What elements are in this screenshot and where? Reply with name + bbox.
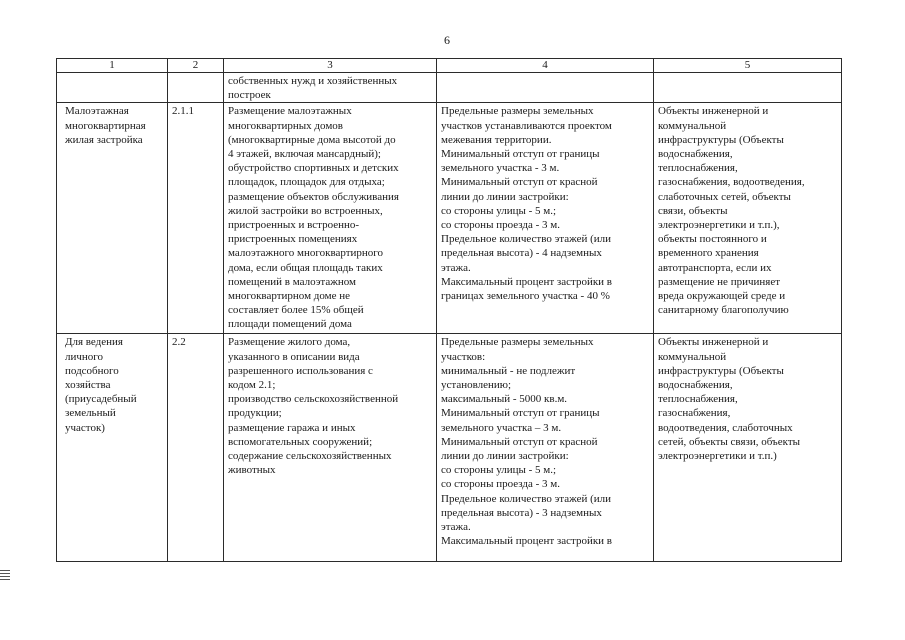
cell-text-line: межевания территории.	[441, 133, 552, 146]
cell-text-line: Размещение малоэтажных	[228, 105, 352, 118]
cell-text-line: составляет более 15% общей	[228, 304, 364, 317]
auxiliary-objects-cell	[654, 103, 842, 334]
cell-text-line: участок)	[65, 421, 105, 434]
cell-text-line: вреда окружающей среде и	[658, 290, 786, 303]
cell-text-line: жилой застройки во встроенных,	[228, 204, 383, 217]
cont-cell-2	[168, 73, 224, 103]
cell-text-line: Максимальный процент застройки в	[441, 275, 612, 288]
cell-text-line: разрешенного использования с	[228, 364, 373, 377]
table-row	[57, 334, 842, 562]
cell-text-line: водоснабжения,	[658, 379, 733, 392]
cell-text-line: инфраструктуры (Объекты	[658, 133, 784, 146]
cell-text-line: коммунальной	[658, 350, 727, 363]
cell-text-line: Предельные размеры земельных	[441, 105, 594, 118]
cell-text-line: многоквартирных домов	[228, 119, 343, 132]
cell-text-line: Максимальный процент застройки в	[441, 535, 612, 548]
header-cell-1: 1	[57, 59, 168, 73]
cell-text-line: построек	[228, 89, 271, 102]
auxiliary-objects-cell	[654, 334, 842, 562]
cell-text-line: Для ведения	[65, 336, 123, 349]
cell-text-line: со стороны проезда - 3 м.	[441, 219, 560, 232]
cell-text-line: 4 этажей, включая мансардный);	[228, 148, 381, 161]
description-cell	[224, 103, 437, 334]
header-cell-5: 5	[654, 59, 842, 73]
cell-text-line: связи, объекты	[658, 204, 728, 217]
cell-text-line: (приусадебный	[65, 393, 137, 406]
cell-text-line: площади помещений дома	[228, 318, 352, 331]
cell-text-line: водоснабжения,	[658, 148, 733, 161]
cell-text-line: земельного участка – 3 м.	[441, 421, 562, 434]
cont-cell-4	[437, 73, 654, 103]
cell-text-line: вспомогательных сооружений;	[228, 435, 373, 448]
cell-text-line: Минимальный отступ от границы	[441, 148, 600, 161]
cell-text-line: кодом 2.1;	[228, 379, 276, 392]
cell-text-line: электроэнергетики и т.п.)	[658, 450, 777, 463]
code-cell	[168, 334, 224, 562]
header-cell-4: 4	[437, 59, 654, 73]
cell-text-line: пристроенных и встроенно-	[228, 219, 360, 232]
cell-text-line: дома, если общая площадь таких	[228, 261, 383, 274]
cell-text-line: Объекты инженерной и	[658, 105, 769, 118]
cell-text-line: максимальный - 5000 кв.м.	[441, 393, 568, 406]
cell-text-line: хозяйства	[65, 379, 111, 392]
table-row-continuation	[57, 73, 842, 103]
cell-text-line: собственных нужд и хозяйственных	[228, 75, 398, 87]
cell-text-line: участков устанавливаются проектом	[441, 119, 612, 132]
cell-text-line: границах земельного участка - 40 %	[441, 290, 610, 303]
table-row	[57, 103, 842, 334]
cell-text-line: временного хранения	[658, 247, 759, 260]
cell-text-line: со стороны улицы - 5 м.;	[441, 464, 557, 477]
table-header-row	[57, 59, 842, 73]
zone-name-cell	[57, 334, 168, 562]
cell-text-line: автотранспорта, если их	[658, 261, 772, 274]
cell-text-line: площадок, площадок для отдыха;	[228, 176, 385, 189]
cell-text-line: Минимальный отступ от красной	[441, 435, 598, 448]
binding-margin-mark	[0, 570, 10, 586]
cell-text-line: Размещение жилого дома,	[228, 336, 351, 349]
cell-text-line: 2.1.1	[172, 105, 194, 118]
cell-text-line: пристроенных помещениях	[228, 233, 358, 246]
cell-text-line: со стороны улицы - 5 м.;	[441, 204, 557, 217]
cell-text-line: сетей, объекты связи, объекты	[658, 435, 801, 448]
cell-text-line: этажа.	[441, 521, 471, 534]
cell-text-line: подсобного	[65, 364, 119, 377]
cell-text-line: Предельное количество этажей (или	[441, 492, 612, 505]
cell-text-line: земельный	[65, 407, 116, 420]
cell-text-line: многоквартирная	[65, 119, 146, 132]
cell-text-line: Предельные размеры земельных	[441, 336, 594, 349]
cell-text-line: установлению;	[441, 379, 512, 392]
cell-text-line: газоснабжения,	[658, 407, 731, 420]
cell-text-line: Предельное количество этажей (или	[441, 233, 612, 246]
cont-cell-1	[57, 73, 168, 103]
land-use-table	[56, 58, 842, 562]
cell-text-line: многоквартирном доме не	[228, 290, 351, 303]
cell-text-line: производство сельскохозяйственной	[228, 393, 399, 406]
cell-text-line: продукции;	[228, 407, 282, 420]
cell-text-line: (многоквартирные дома высотой до	[228, 133, 396, 146]
code-cell	[168, 103, 224, 334]
cell-text-line: животных	[228, 464, 276, 477]
zone-name-cell	[57, 103, 168, 334]
cell-text-line: содержание сельскохозяйственных	[228, 450, 392, 463]
header-cell-3: 3	[224, 59, 437, 73]
cell-text-line: санитарному благополучию	[658, 304, 789, 317]
cell-text-line: 2.2	[172, 336, 186, 349]
cell-text-line: этажа.	[441, 261, 471, 274]
cell-text-line: личного	[65, 350, 104, 363]
cell-text-line: теплоснабжения,	[658, 162, 738, 175]
cell-text-line: указанного в описании вида	[228, 350, 360, 363]
cell-text-line: линии до линии застройки:	[441, 190, 569, 203]
cell-text-line: газоснабжения, водоотведения,	[658, 176, 805, 189]
cell-text-line: Минимальный отступ от красной	[441, 176, 598, 189]
cell-text-line: предельная высота) - 4 надземных	[441, 247, 602, 260]
cell-text-line: слаботочных сетей, объекты	[658, 190, 791, 203]
cont-cell-3	[224, 73, 437, 103]
cell-text-line: объекты постоянного и	[658, 233, 767, 246]
cell-text-line: водоотведения, слаботочных	[658, 421, 793, 434]
cell-text-line: теплоснабжения,	[658, 393, 738, 406]
cell-text-line: жилая застройка	[65, 133, 143, 146]
parameters-cell	[437, 334, 654, 562]
cell-text-line: линии до линии застройки:	[441, 450, 569, 463]
cell-text-line: размещение объектов обслуживания	[228, 190, 399, 203]
cell-text-line: Малоэтажная	[65, 105, 129, 118]
cell-text-line: размещение не причиняет	[658, 275, 781, 288]
cell-text-line: со стороны проезда - 3 м.	[441, 478, 560, 491]
parameters-cell	[437, 103, 654, 334]
cell-text-line: Объекты инженерной и	[658, 336, 769, 349]
cell-text-line: предельная высота) - 3 надземных	[441, 506, 602, 519]
header-cell-2: 2	[168, 59, 224, 73]
cell-text-line: земельного участка - 3 м.	[441, 162, 560, 175]
cell-text-line: Минимальный отступ от границы	[441, 407, 600, 420]
cell-text-line: помещений в малоэтажном	[228, 275, 356, 288]
cell-text-line: электроэнергетики и т.п.),	[658, 219, 780, 232]
page-number: 6	[444, 33, 450, 47]
cont-cell-5	[654, 73, 842, 103]
cell-text-line: инфраструктуры (Объекты	[658, 364, 784, 377]
cell-text-line: участков:	[441, 350, 486, 363]
cell-text-line: минимальный - не подлежит	[441, 364, 576, 377]
cell-text-line: коммунальной	[658, 119, 727, 132]
description-cell	[224, 334, 437, 562]
cell-text-line: обустройство спортивных и детских	[228, 162, 399, 175]
cell-text-line: размещение гаража и иных	[228, 421, 356, 434]
cell-text-line: малоэтажного многоквартирного	[228, 247, 384, 260]
